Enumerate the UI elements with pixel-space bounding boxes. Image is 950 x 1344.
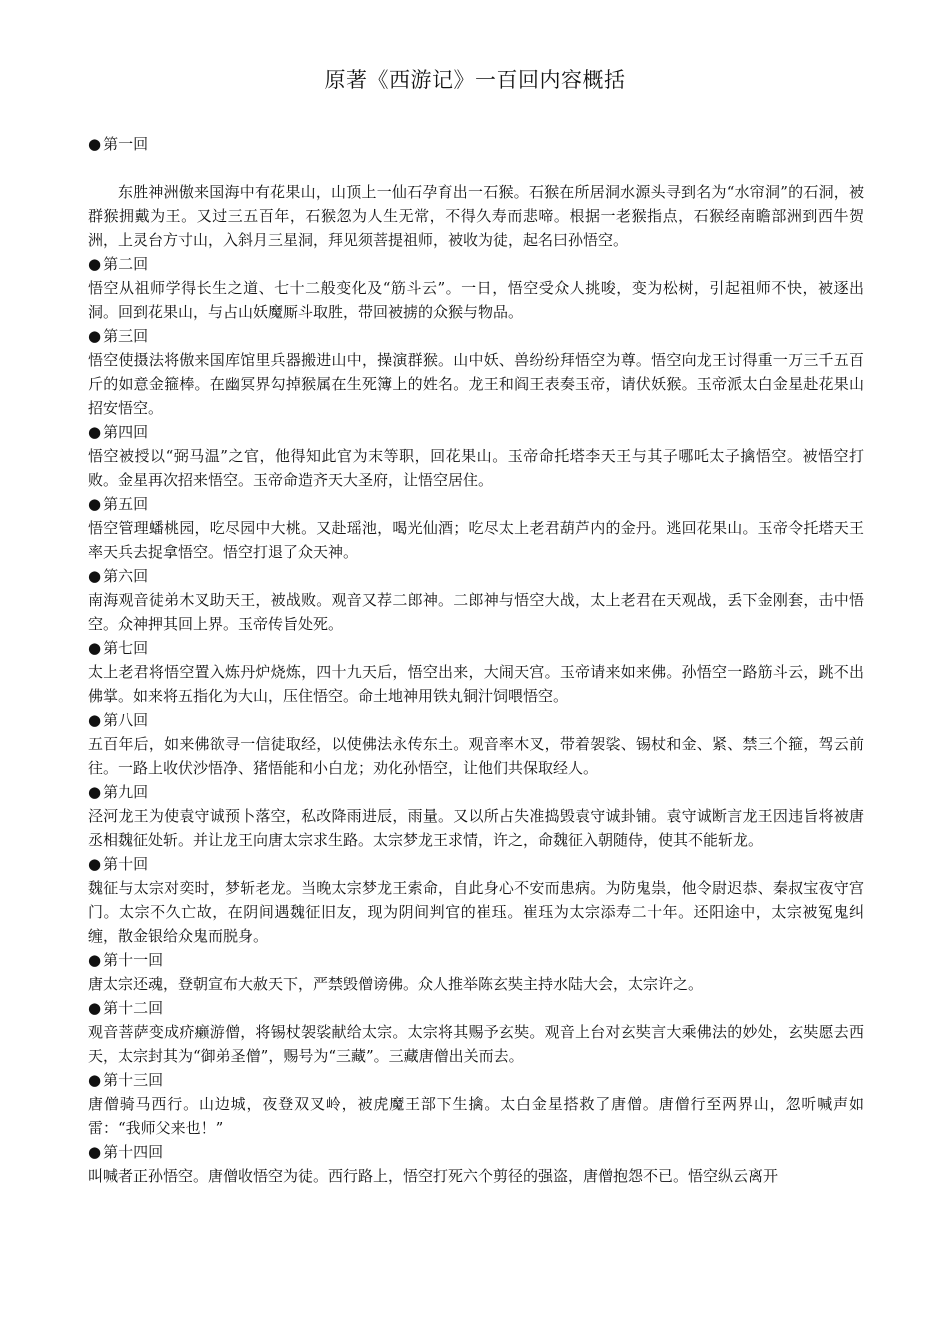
bullet-icon: ● [88,1143,102,1161]
bullet-icon: ● [88,327,102,345]
chapter-text: 唐太宗还魂，登朝宣布大赦天下，严禁毁僧谤佛。众人推举陈玄奘主持水陆大会，太宗许之。 [88,975,704,993]
chapter-heading-label: 第三回 [103,327,149,345]
bullet-icon: ● [88,423,102,441]
document-title: 原著《西游记》一百回内容概括 [324,68,626,92]
bullet-icon: ● [88,999,102,1017]
chapter-heading [88,1140,864,1164]
chapter-heading-label: 第四回 [103,423,149,441]
chapter-heading-label: 第六回 [103,567,149,585]
chapter-heading-label: 第十四回 [103,1143,164,1161]
chapter-heading-label: 第二回 [103,255,149,273]
chapter-heading-label: 第七回 [103,639,149,657]
bullet-icon: ● [88,135,102,153]
chapter-text: 悟空管理蟠桃园，吃尽园中大桃。又赴瑶池，喝光仙酒；吃尽太上老君葫芦内的金丹。逃回花果山。玉帝令托塔天王率天兵去捉拿悟空。悟空打退了众天神。 [88,519,864,561]
chapter-text: 唐僧骑马西行。山边城，夜登双叉岭，被虎魔王部下生擒。太白金星搭救了唐僧。唐僧行至两界山，忽听喊声如雷：“我师父来也！” [88,1095,864,1137]
chapter-heading [88,492,864,516]
bullet-icon: ● [88,1071,102,1089]
chapter-text: 东胜神洲傲来国海中有花果山，山顶上一仙石孕育出一石猴。石猴在所居洞水源头寻到名为“水帘洞”的石洞，被群猴拥戴为王。又过三五百年，石猴忽为人生无常，不得久寿而悲啼。根据一老猴指点，石猴经南瞻部洲到西牛贺洲，上灵台方寸山，入斜月三星洞，拜见须菩提祖师，被收为徒，起名曰孙悟空。 [88,183,864,249]
chapter-heading-label: 第十三回 [103,1071,164,1089]
chapter-heading [88,564,864,588]
chapter-text: 叫喊者正孙悟空。唐僧收悟空为徒。西行路上，悟空打死六个剪径的强盗，唐僧抱怨不已。悟空纵云离开 [88,1167,779,1185]
chapter-text: 五百年后，如来佛欲寻一信徒取经，以使佛法永传东土。观音率木叉，带着袈裟、锡杖和金、紧、禁三个箍，驾云前往。一路上收伏沙悟净、猪悟能和小白龙；劝化孙悟空，让他们共保取经人。 [88,735,864,777]
chapter-text: 南海观音徒弟木叉助天王，被战败。观音又荐二郎神。二郎神与悟空大战，太上老君在天观战，丢下金刚套，击中悟空。众神押其回上界。玉帝传旨处死。 [88,591,864,633]
bullet-icon: ● [88,639,102,657]
chapter-heading [88,132,864,156]
chapter-heading [88,420,864,444]
chapter-heading [88,708,864,732]
chapter-heading-label: 第九回 [103,783,149,801]
bullet-icon: ● [88,255,102,273]
bullet-icon: ● [88,711,102,729]
chapter-text: 悟空被授以“弼马温”之官，他得知此官为末等职，回花果山。玉帝命托塔李天王与其子哪吒太子擒悟空。被悟空打败。金星再次招来悟空。玉帝命造齐天大圣府，让悟空居住。 [88,447,864,489]
chapter-text: 太上老君将悟空置入炼丹炉烧炼，四十九天后，悟空出来，大闹天宫。玉帝请来如来佛。孙悟空一路筋斗云，跳不出佛掌。如来将五指化为大山，压住悟空。命土地神用铁丸铜汁饲喂悟空。 [88,663,864,705]
chapter-heading [88,852,864,876]
chapter-heading [88,636,864,660]
bullet-icon: ● [88,495,102,513]
chapter-heading [88,324,864,348]
chapter-heading-label: 第十回 [103,855,149,873]
chapter-text: 魏征与太宗对奕时，梦斩老龙。当晚太宗梦龙王索命，自此身心不安而患病。为防鬼祟，他令尉迟恭、秦叔宝夜守宫门。太宗不久亡故，在阴间遇魏征旧友，现为阴间判官的崔珏。崔珏为太宗添寿二十年。还阳途中，太宗被冤鬼纠缠，散金银给众鬼而脱身。 [88,879,864,945]
chapter-heading-label: 第十一回 [103,951,164,969]
chapter-text: 悟空使摄法将傲来国库馆里兵器搬进山中，操演群猴。山中妖、兽纷纷拜悟空为尊。悟空向龙王讨得重一万三千五百斤的如意金箍棒。在幽冥界勾掉猴属在生死簿上的姓名。龙王和阎王表奏玉帝，请伏妖猴。玉帝派太白金星赴花果山招安悟空。 [88,351,864,417]
bullet-icon: ● [88,951,102,969]
chapter-heading-label: 第八回 [103,711,149,729]
bullet-icon: ● [88,567,102,585]
chapter-heading [88,996,864,1020]
chapter-heading-label: 第十二回 [103,999,164,1017]
chapter-text: 观音菩萨变成疥癞游僧，将锡杖袈裟献给太宗。太宗将其赐予玄奘。观音上台对玄奘言大乘佛法的妙处，玄奘愿去西天，太宗封其为“御弟圣僧”，赐号为“三藏”。三藏唐僧出关而去。 [88,1023,864,1065]
chapter-heading [88,252,864,276]
chapter-text: 泾河龙王为使袁守诚预卜落空，私改降雨进辰，雨量。又以所占失准捣毁袁守诚卦铺。袁守诚断言龙王因违旨将被唐丞相魏征处斩。并让龙王向唐太宗求生路。太宗梦龙王求情，许之，命魏征入朝随侍，使其不能斩龙。 [88,807,864,849]
bullet-icon: ● [88,855,102,873]
chapter-heading-label: 第一回 [103,135,149,153]
bullet-icon: ● [88,783,102,801]
chapter-heading [88,780,864,804]
document-body [88,132,864,1188]
chapter-heading [88,948,864,972]
chapter-text: 悟空从祖师学得长生之道、七十二般变化及“筋斗云”。一日，悟空受众人挑唆，变为松树，引起祖师不快，被逐出洞。回到花果山，与占山妖魔厮斗取胜，带回被掳的众猴与物品。 [88,279,864,321]
chapter-heading [88,1068,864,1092]
chapter-heading-label: 第五回 [103,495,149,513]
